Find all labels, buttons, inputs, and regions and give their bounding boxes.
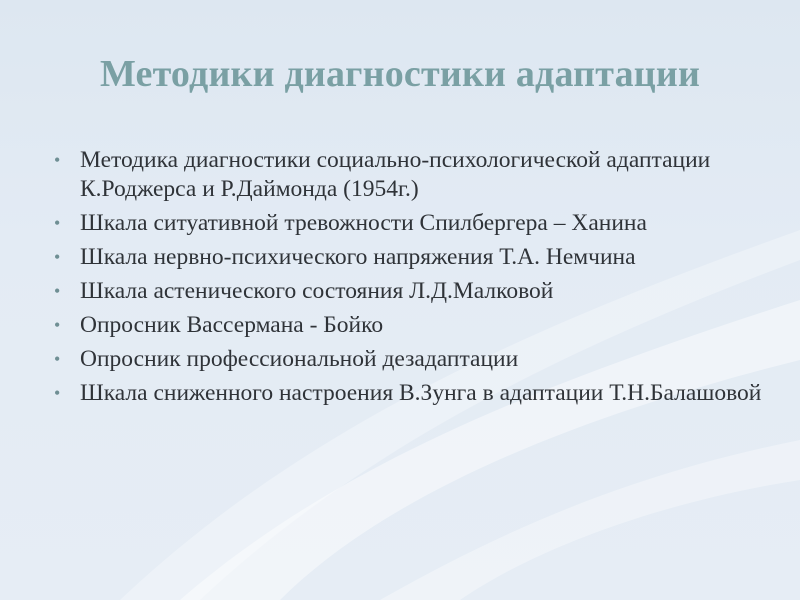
- bullet-icon: •: [54, 150, 61, 170]
- list-item: [52, 243, 772, 272]
- bullet-icon: •: [54, 315, 61, 335]
- list-item: [52, 311, 772, 340]
- slide-title: Методики диагностики адаптации: [99, 53, 701, 95]
- list-item: [52, 379, 772, 408]
- list-item: [52, 277, 772, 306]
- list-item-text: Опросник профессиональной дезадаптации: [80, 346, 519, 372]
- bullet-icon: •: [54, 247, 61, 267]
- list-item: [52, 209, 772, 238]
- bullet-icon: •: [54, 383, 61, 403]
- list-item-text: Шкала ситуативной тревожности Спилбергера – Ханина: [80, 210, 647, 236]
- list-item-text: Шкала сниженного настроения В.Зунга в адаптации Т.Н.Балашовой: [80, 380, 762, 406]
- list-item-text: Шкала астенического состояния Л.Д.Малковой: [80, 278, 554, 304]
- bullet-icon: •: [54, 281, 61, 301]
- bullet-list: [52, 146, 772, 413]
- list-item-text: Опросник Вассермана - Бойко: [80, 312, 384, 338]
- bullet-icon: •: [54, 349, 61, 369]
- list-item: [52, 345, 772, 374]
- list-item-text: Шкала нервно-психического напряжения Т.А. Немчина: [80, 244, 636, 270]
- list-item-text: Методика диагностики социально-психологической адаптации К.Роджерса и Р.Даймонда (1954г.): [80, 147, 711, 202]
- bullet-icon: •: [54, 213, 61, 233]
- list-item: [52, 146, 772, 204]
